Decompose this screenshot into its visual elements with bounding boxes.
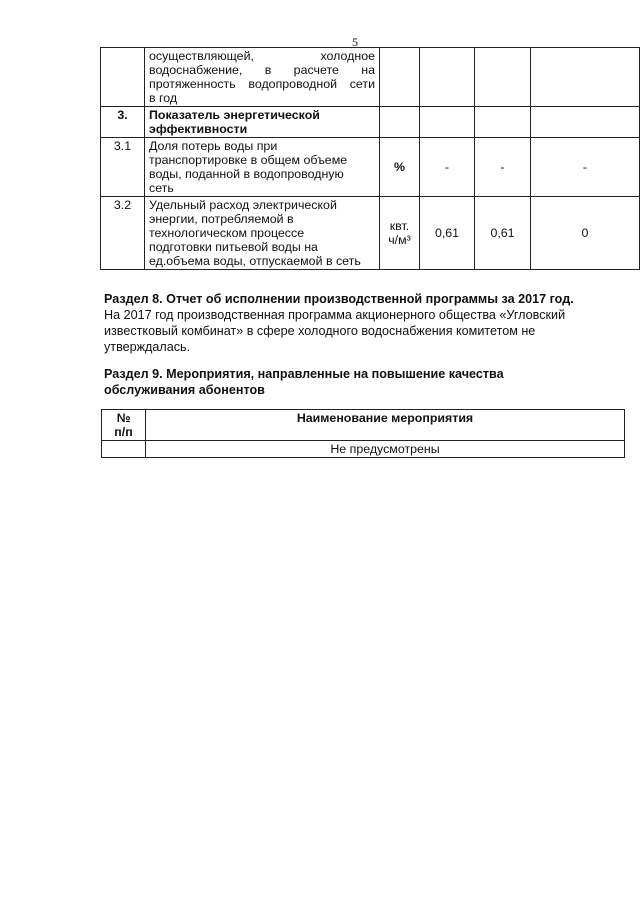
section-8 bbox=[104, 291, 604, 355]
indicator-name-line: энергии, потребляемой в bbox=[149, 212, 294, 226]
value-cell bbox=[475, 107, 531, 138]
header-num bbox=[102, 410, 146, 441]
table-row bbox=[101, 197, 640, 270]
value-cell bbox=[531, 48, 640, 107]
row-number bbox=[101, 48, 145, 107]
value-cell: 0,61 bbox=[420, 197, 475, 270]
row-number bbox=[102, 441, 146, 458]
measures-table bbox=[101, 409, 625, 458]
indicator-name-line: ед.объема воды, отпускаемой в сеть bbox=[149, 254, 361, 268]
unit-cell bbox=[380, 197, 420, 270]
value-cell bbox=[420, 107, 475, 138]
indicator-name-line: водоснабжение, в расчете на bbox=[149, 63, 375, 77]
header-num-line: № bbox=[116, 411, 131, 425]
indicator-name-line: Удельный расход электрической bbox=[149, 198, 337, 212]
value-cell: - bbox=[531, 138, 640, 197]
indicator-table bbox=[100, 47, 640, 270]
value-cell bbox=[420, 48, 475, 107]
unit-cell bbox=[380, 48, 420, 107]
header-name: Наименование мероприятия bbox=[146, 410, 625, 441]
indicator-name-line: транспортировке в общем объеме bbox=[149, 153, 348, 167]
unit-cell: % bbox=[380, 138, 420, 197]
section-8-body: На 2017 год производственная программа акционерного общества «Угловский известковый комбинат» в сфере холодного водоснабжения комитетом не утверждалась. bbox=[104, 308, 566, 354]
table-row bbox=[102, 441, 625, 458]
indicator-name-line: сеть bbox=[149, 181, 174, 195]
indicator-name-line: технологическом процессе bbox=[149, 226, 305, 240]
table-header-row bbox=[102, 410, 625, 441]
value-cell bbox=[475, 48, 531, 107]
indicator-name-line: Показатель энергетической bbox=[149, 108, 320, 122]
section-8-title: Раздел 8. Отчет об исполнении производственной программы за 2017 год. bbox=[104, 292, 574, 306]
value-cell: 0,61 bbox=[475, 197, 531, 270]
table-row bbox=[101, 138, 640, 197]
indicator-name-line: в год bbox=[149, 91, 178, 105]
value-cell: - bbox=[475, 138, 531, 197]
indicator-name bbox=[145, 48, 380, 107]
table-row bbox=[101, 107, 640, 138]
indicator-name-line: воды, поданной в водопроводную bbox=[149, 167, 344, 181]
row-number: 3. bbox=[101, 107, 145, 138]
page-number: 5 bbox=[352, 35, 358, 49]
indicator-name-line: подготовки питьевой воды на bbox=[149, 240, 318, 254]
header-num-line: п/п bbox=[114, 425, 133, 439]
value-cell: 0 bbox=[531, 197, 640, 270]
row-number: 3.2 bbox=[101, 197, 145, 270]
indicator-name bbox=[145, 138, 380, 197]
indicator-name bbox=[145, 107, 380, 138]
section-9 bbox=[104, 366, 574, 398]
indicator-name-line: Доля потерь воды при bbox=[149, 139, 278, 153]
unit-line: ч/м³ bbox=[388, 233, 411, 247]
row-number: 3.1 bbox=[101, 138, 145, 197]
value-cell: - bbox=[420, 138, 475, 197]
unit-line: квт. bbox=[389, 219, 410, 233]
indicator-name-line: осуществляющей, холодное bbox=[149, 49, 375, 63]
measure-name: Не предусмотрены bbox=[146, 441, 625, 458]
unit-cell bbox=[380, 107, 420, 138]
indicator-name bbox=[145, 197, 380, 270]
table-row bbox=[101, 48, 640, 107]
value-cell bbox=[531, 107, 640, 138]
section-9-title: Раздел 9. Мероприятия, направленные на повышение качества обслуживания абонентов bbox=[104, 367, 504, 397]
indicator-name-line: эффективности bbox=[149, 122, 248, 136]
indicator-name-line: протяженность водопроводной сети bbox=[149, 77, 375, 91]
